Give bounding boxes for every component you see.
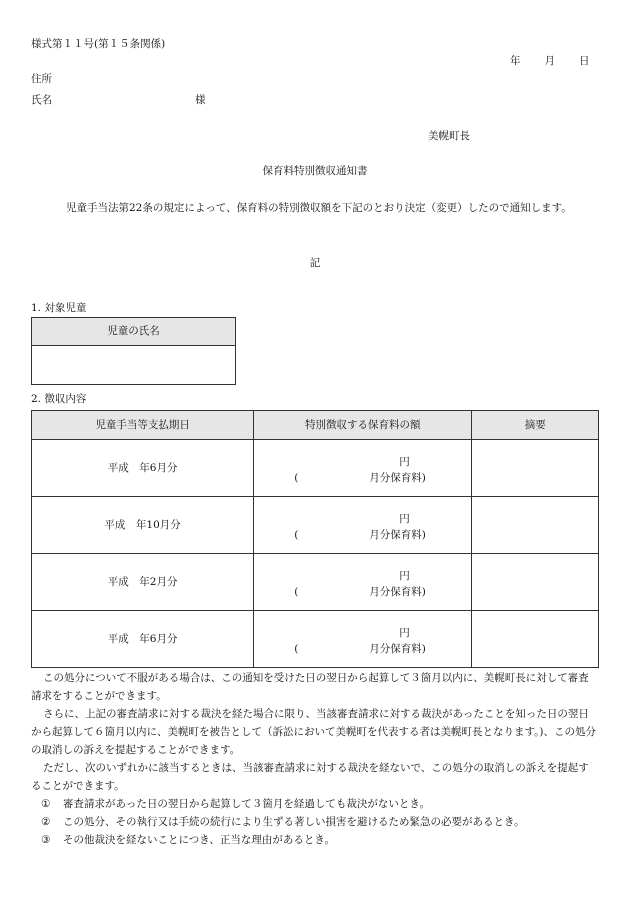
item-text: この処分、その執行又は手続の続行により生ずる著しい損害を避けるため緊急の必要があるとき。	[63, 816, 525, 829]
payment-date: 平成 年6月分	[32, 611, 254, 668]
date-month: 月	[544, 55, 555, 67]
note-item	[31, 795, 599, 813]
child-name-cell	[32, 346, 236, 385]
honorific: 様	[195, 94, 206, 106]
month-label: 月分保育料)	[369, 586, 426, 598]
note-item	[31, 831, 599, 849]
document-title: 保育料特別徴収通知書	[262, 165, 368, 177]
open-paren: (	[294, 586, 299, 598]
name-label: 氏名	[31, 94, 52, 106]
collection-table	[31, 410, 599, 668]
note-paragraph-2: さらに、上記の審査請求に対する裁決を経た場合に限り、当該審査請求に対する裁決があったことを知った日の翌日から起算して６箇月以内に、美幌町を被告として（訴訟において美幌町を代表する者は美幌町長となります。)、この処分の取消しの訴えを提起することができます。	[31, 708, 597, 757]
remarks-cell	[472, 497, 599, 554]
remarks-cell	[472, 554, 599, 611]
col-amount: 特別徴収する保育料の額	[254, 411, 472, 440]
amount-cell	[254, 440, 472, 497]
child-name-header: 児童の氏名	[32, 318, 236, 346]
payment-date: 平成 年6月分	[32, 440, 254, 497]
note-paragraph-1: この処分について不服がある場合は、この通知を受けた日の翌日から起算して３箇月以内に、美幌町長に対して審査請求をすることができます。	[31, 672, 589, 703]
date-year: 年	[510, 55, 521, 67]
date-line	[510, 54, 614, 69]
amount-cell	[254, 554, 472, 611]
col-payment-date: 児童手当等支払期日	[32, 411, 254, 440]
item-mark: ②	[41, 816, 51, 829]
child-table	[31, 317, 236, 385]
yen-unit: 円	[399, 456, 410, 468]
remarks-cell	[472, 440, 599, 497]
table-row	[32, 554, 599, 611]
table-row	[32, 440, 599, 497]
note-item	[31, 813, 599, 831]
month-label: 月分保育料)	[369, 529, 426, 541]
body-paragraph: 児童手当法第22条の規定によって、保育料の特別徴収額を下記のとおり決定（変更）したので通知します。	[66, 202, 572, 214]
yen-unit: 円	[399, 570, 410, 582]
amount-cell	[254, 497, 472, 554]
amount-cell	[254, 611, 472, 668]
month-label: 月分保育料)	[369, 472, 426, 484]
item-mark: ①	[41, 798, 51, 811]
table-row	[32, 497, 599, 554]
appeal-notes	[31, 669, 599, 849]
section1-heading: 1. 対象児童	[31, 302, 87, 314]
item-mark: ③	[41, 834, 51, 847]
open-paren: (	[294, 529, 299, 541]
open-paren: (	[294, 643, 299, 655]
payment-date: 平成 年2月分	[32, 554, 254, 611]
open-paren: (	[294, 472, 299, 484]
remarks-cell	[472, 611, 599, 668]
note-paragraph-3: ただし、次のいずれかに該当するときは、当該審査請求に対する裁決を経ないで、この処分の取消しの訴えを提起することができます。	[31, 762, 589, 793]
yen-unit: 円	[399, 627, 410, 639]
payment-date: 平成 年10月分	[32, 497, 254, 554]
yen-unit: 円	[399, 513, 410, 525]
table-row	[32, 611, 599, 668]
date-day: 日	[579, 55, 590, 67]
section2-heading: 2. 徴収内容	[31, 393, 87, 405]
issuer: 美幌町長	[428, 130, 470, 142]
col-remarks: 摘要	[472, 411, 599, 440]
address-label: 住所	[31, 73, 52, 85]
form-number: 様式第１１号(第１５条関係)	[31, 38, 166, 50]
item-text: 審査請求があった日の翌日から起算して３箇月を経過しても裁決がないとき。	[63, 798, 430, 811]
month-label: 月分保育料)	[369, 643, 426, 655]
item-text: その他裁決を経ないことにつき、正当な理由があるとき。	[63, 834, 335, 847]
ki-marker: 記	[309, 257, 321, 269]
